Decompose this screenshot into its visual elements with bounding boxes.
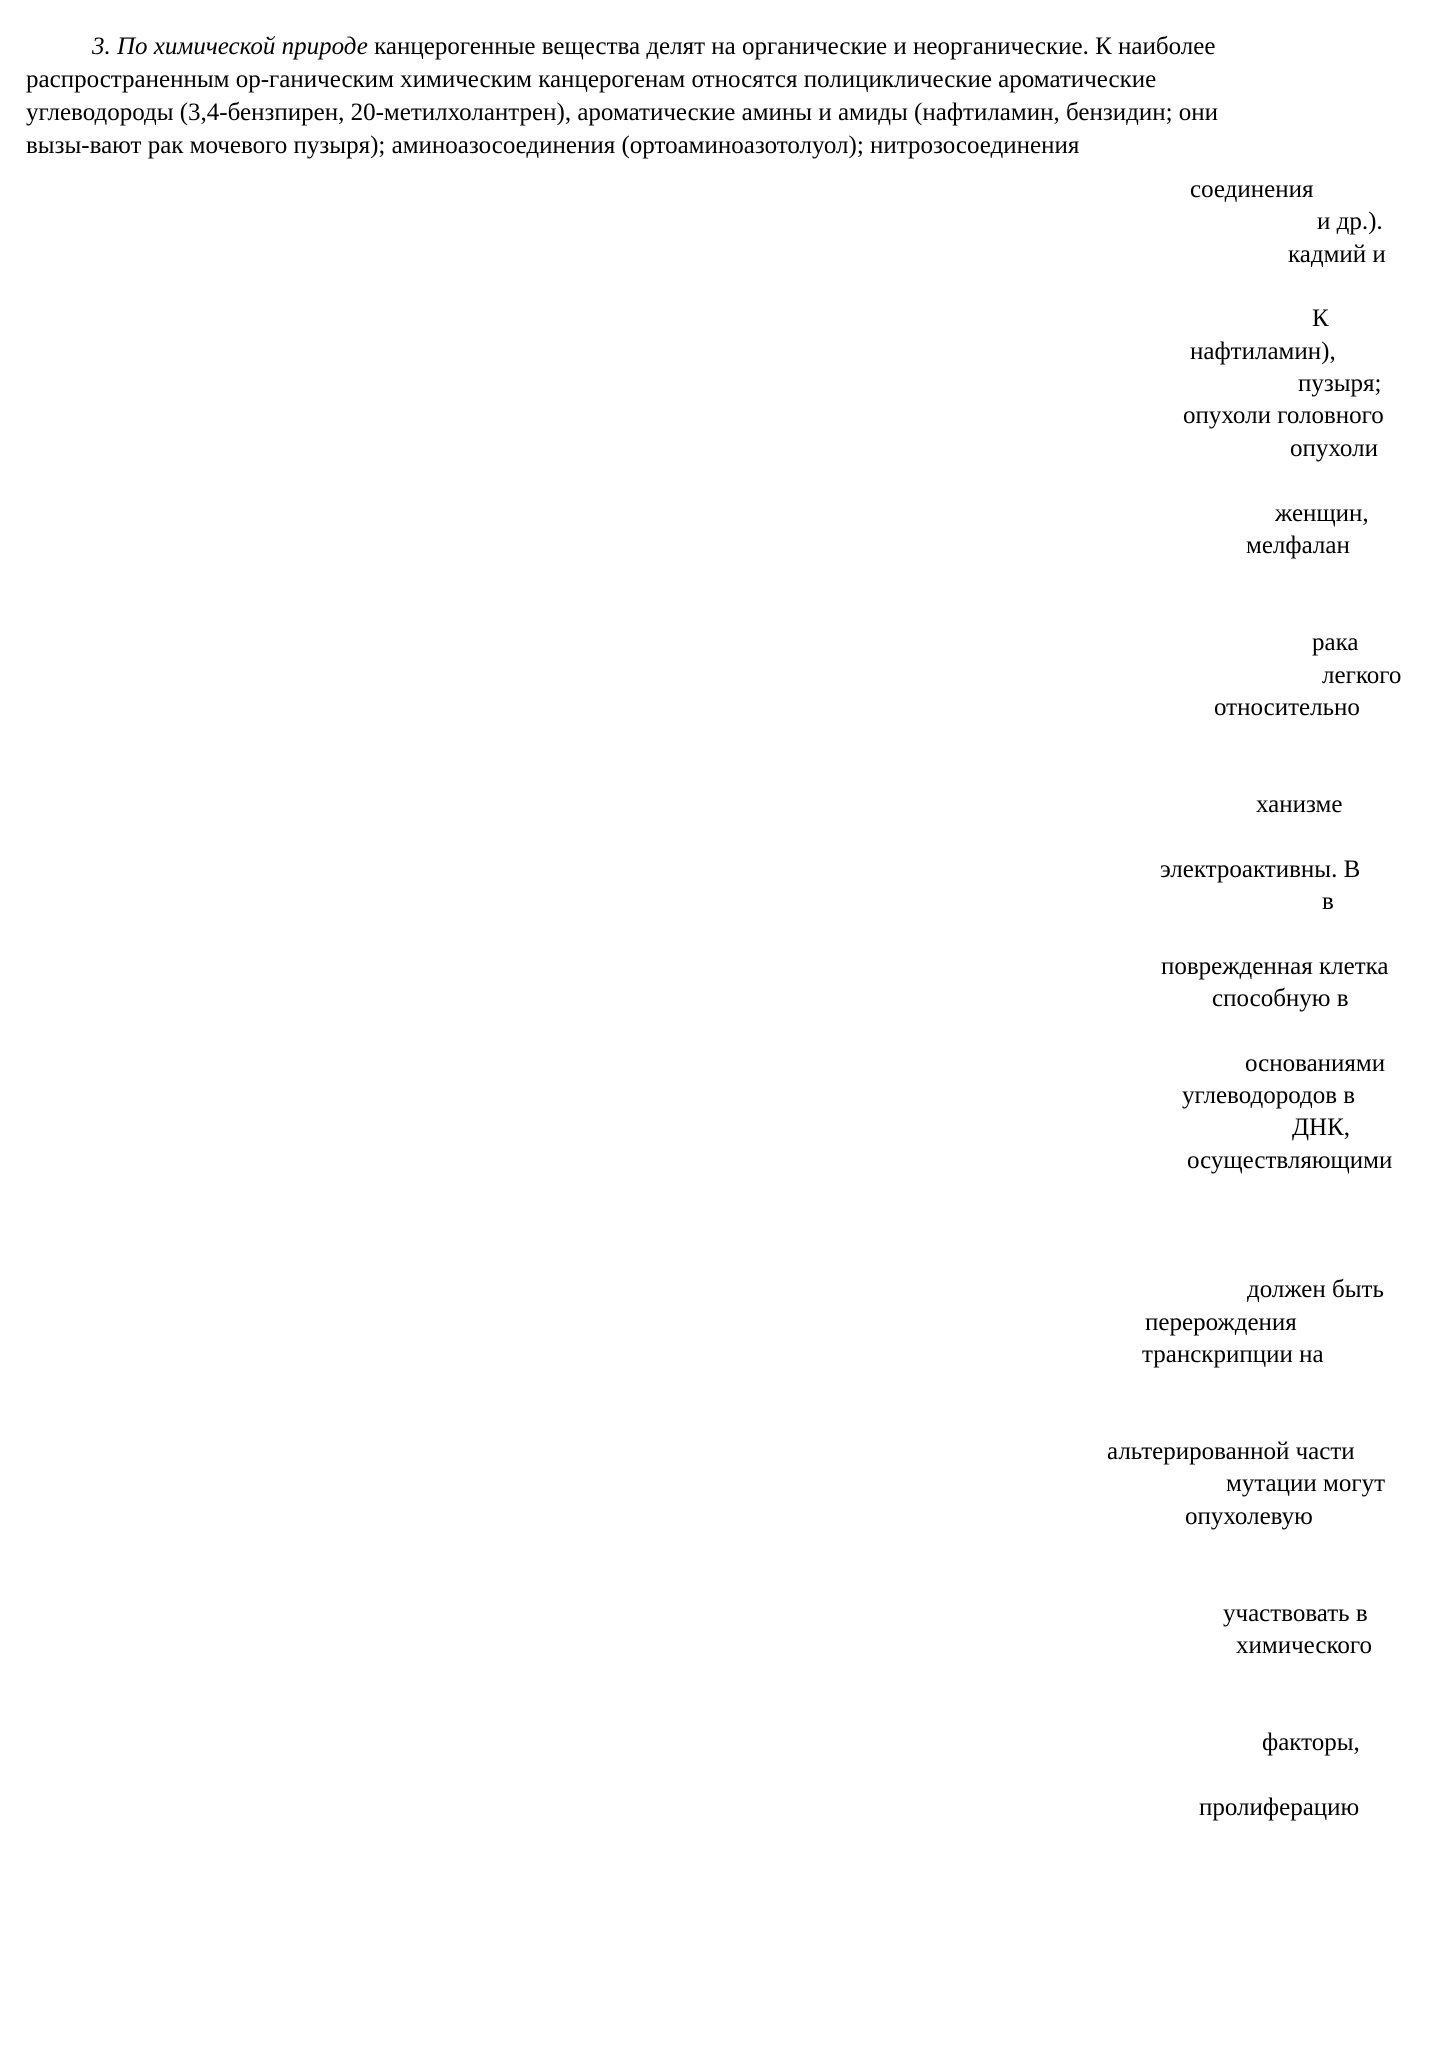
paragraph-line-3: углеводороды (3,4-бензпирен, 20-метилхолантрен), ароматические амины и амиды (нафтиламин, бензидин; они [26, 99, 1219, 126]
text-fragment: транскрипции на [1142, 1341, 1324, 1368]
paragraph-line-1 [26, 30, 1446, 63]
text-fragment: легкого [1322, 662, 1402, 689]
paragraph-lead: 3. По химической природе [92, 33, 368, 60]
text-fragment: К [1312, 305, 1329, 332]
text-fragment: химического [1236, 1632, 1372, 1659]
text-fragment: опухоли [1290, 435, 1378, 462]
text-fragment: электроактивны. В [1160, 856, 1361, 883]
paragraph-line-4: вызы-вают рак мочевого пузыря); аминоазосоединения (ортоаминоазотолуол); нитрозосоединения [26, 132, 1080, 159]
paragraph-line-1-text: канцерогенные вещества делят на органические и неорганические. К наиболее [367, 33, 1216, 60]
text-fragment: ДНК, [1292, 1114, 1351, 1141]
text-fragment: мутации могут [1226, 1470, 1386, 1497]
text-fragment: участвовать в [1223, 1600, 1368, 1627]
text-fragment: пролиферацию [1199, 1794, 1360, 1821]
text-fragment: кадмий и [1288, 241, 1386, 268]
text-fragment: в [1322, 888, 1334, 915]
text-fragment: и др.). [1317, 208, 1383, 235]
text-fragment: опухоли головного [1183, 402, 1384, 429]
text-fragment: углеводородов в [1182, 1082, 1356, 1109]
text-fragment: перерождения [1145, 1309, 1297, 1336]
text-fragment: основаниями [1245, 1050, 1386, 1077]
text-fragment: опухолевую [1185, 1503, 1313, 1530]
text-fragment: женщин, [1275, 500, 1369, 527]
text-fragment: соединения [1190, 176, 1314, 203]
text-fragment: нафтиламин), [1190, 338, 1336, 365]
text-fragment: факторы, [1262, 1729, 1360, 1756]
text-fragment: должен быть [1247, 1276, 1384, 1303]
text-fragment: мелфалан [1246, 532, 1350, 559]
text-fragment: рака [1312, 629, 1359, 656]
text-fragment: осуществляющими [1187, 1147, 1393, 1174]
text-fragment: ханизме [1256, 791, 1343, 818]
text-fragment: способную в [1212, 985, 1349, 1012]
paragraph-chemical-nature [26, 30, 1446, 162]
paragraph-line-2: распространенным ор-ганическим химическим канцерогенам относятся полициклические ароматические [26, 66, 1157, 93]
text-fragment: альтерированной части [1107, 1438, 1355, 1465]
text-fragment: поврежденная клетка [1161, 953, 1389, 980]
text-fragment: пузыря; [1298, 370, 1382, 397]
text-fragment: относительно [1214, 694, 1360, 721]
